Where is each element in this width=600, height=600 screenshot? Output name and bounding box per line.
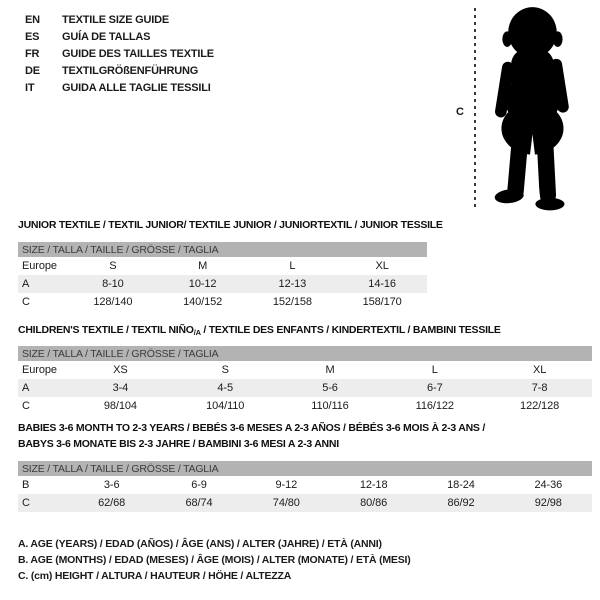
size-cell: L: [289, 260, 296, 272]
language-code: EN: [25, 14, 40, 26]
size-cell: S: [221, 364, 229, 376]
language-row-en: [25, 12, 214, 29]
size-cell: XL: [375, 260, 389, 272]
row-label: C: [22, 497, 30, 509]
size-cell: L: [431, 364, 438, 376]
height-cell: 110/116: [311, 400, 349, 412]
language-title: TEXTILGRÖßENFÜHRUNG: [62, 65, 199, 77]
age-cell: 7-8: [531, 382, 548, 394]
height-cell: 74/80: [272, 497, 300, 509]
age-cell: 8-10: [102, 278, 124, 290]
baby-silhouette-icon: [483, 6, 580, 212]
months-cell: 12-18: [359, 479, 388, 491]
height-cell: 140/152: [183, 296, 223, 308]
height-cell: 158/170: [362, 296, 402, 308]
language-row-it: [25, 80, 214, 97]
height-cell: 104/110: [206, 400, 245, 412]
language-title: TEXTILE SIZE GUIDE: [62, 14, 170, 26]
language-code: IT: [25, 82, 35, 94]
language-code: FR: [25, 48, 40, 60]
language-title: GUÍA DE TALLAS: [62, 31, 151, 43]
junior-row-europe: [18, 257, 427, 275]
footnote-age-years: A. AGE (YEARS) / EDAD (AÑOS) / ÂGE (ANS) / ALTER (JAHRE) / ETÀ (ANNI): [18, 538, 382, 550]
height-cell: 116/122: [415, 400, 454, 412]
children-section-title: [18, 322, 501, 339]
height-cell: 98/104: [103, 400, 137, 412]
age-cell: 10-12: [188, 278, 217, 290]
children-row-europe: [18, 361, 592, 379]
legend-footnotes: [18, 536, 411, 584]
children-title-subscript: /A: [193, 328, 201, 337]
months-cell: 3-6: [103, 479, 120, 491]
children-title-pre: CHILDREN'S TEXTILE / TEXTIL NIÑO: [18, 324, 194, 336]
size-cell: M: [198, 260, 208, 272]
months-cell: 24-36: [534, 479, 563, 491]
children-row-age: [18, 379, 592, 397]
babies-row-height: [18, 494, 592, 512]
age-cell: 5-6: [322, 382, 338, 394]
age-cell: 12-13: [278, 278, 307, 290]
babies-title-line2: BABYS 3-6 MONATE BIS 2-3 JAHRE / BAMBINI 3-6 MESI A 2-3 ANNI: [18, 438, 339, 450]
height-measure-label: C: [456, 106, 464, 118]
size-cell: S: [109, 260, 117, 272]
language-row-fr: [25, 46, 214, 63]
language-row-de: [25, 63, 214, 80]
footnote-height-cm: C. (cm) HEIGHT / ALTURA / HAUTEUR / HÖHE / ALTEZZA: [18, 570, 292, 582]
height-cell: 152/158: [272, 296, 312, 308]
months-cell: 18-24: [447, 479, 475, 491]
height-cell: 80/86: [360, 497, 388, 509]
babies-title-line1: BABIES 3-6 MONTH TO 2-3 YEARS / BEBÉS 3-6 MESES A 2-3 AÑOS / BÉBÉS 3-6 MOIS À 2-3 ANS /: [18, 422, 486, 434]
height-cell: 92/98: [534, 497, 562, 509]
babies-row-months: [18, 476, 592, 494]
age-cell: 14-16: [368, 278, 396, 290]
junior-size-header-bar: SIZE / TALLA / TAILLE / GRÖSSE / TAGLIA: [18, 242, 427, 257]
height-cell: 86/92: [447, 497, 475, 509]
size-cell: XL: [532, 364, 547, 376]
footnote-age-months: B. AGE (MONTHS) / EDAD (MESES) / ÂGE (MOIS) / ALTER (MONATE) / ETÀ (MESI): [18, 554, 411, 566]
children-size-table: [18, 346, 592, 415]
age-cell: 3-4: [112, 382, 129, 394]
junior-section-title: JUNIOR TEXTILE / TEXTIL JUNIOR/ TEXTILE JUNIOR / JUNIORTEXTIL / JUNIOR TESSILE: [18, 219, 443, 231]
row-label: Europe: [22, 364, 57, 376]
language-title: GUIDE DES TAILLES TEXTILE: [62, 48, 214, 60]
children-title-post: / TEXTILE DES ENFANTS / KINDERTEXTIL / BAMBINI TESSILE: [200, 324, 501, 336]
height-cell: 128/140: [93, 296, 133, 308]
height-cell: 62/68: [98, 497, 126, 509]
baby-figure-area: [450, 4, 596, 216]
size-cell: M: [325, 364, 335, 376]
children-size-header-bar: SIZE / TALLA / TAILLE / GRÖSSE / TAGLIA: [18, 346, 592, 361]
language-title-list: [25, 12, 214, 97]
babies-size-header-bar: SIZE / TALLA / TAILLE / GRÖSSE / TAGLIA: [18, 461, 592, 476]
row-label: Europe: [22, 260, 57, 272]
height-dashed-line: [474, 8, 476, 208]
language-code: ES: [25, 31, 40, 43]
row-label: C: [22, 400, 30, 412]
row-label: A: [22, 382, 30, 394]
junior-size-table: [18, 242, 427, 311]
junior-row-age: [18, 275, 427, 293]
babies-size-table: [18, 461, 592, 512]
row-label: A: [22, 278, 30, 290]
language-code: DE: [25, 65, 40, 77]
junior-row-height: [18, 293, 427, 311]
children-row-height: [18, 397, 592, 415]
babies-section-title: [18, 420, 485, 452]
months-cell: 6-9: [191, 479, 207, 491]
row-label: C: [22, 296, 30, 308]
language-title: GUIDA ALLE TAGLIE TESSILI: [62, 82, 211, 94]
months-cell: 9-12: [275, 479, 298, 491]
age-cell: 4-5: [217, 382, 233, 394]
size-cell: XS: [113, 364, 128, 376]
row-label: B: [22, 479, 30, 491]
height-cell: 122/128: [520, 400, 560, 412]
age-cell: 6-7: [426, 382, 443, 394]
language-row-es: [25, 29, 214, 46]
height-cell: 68/74: [185, 497, 213, 509]
